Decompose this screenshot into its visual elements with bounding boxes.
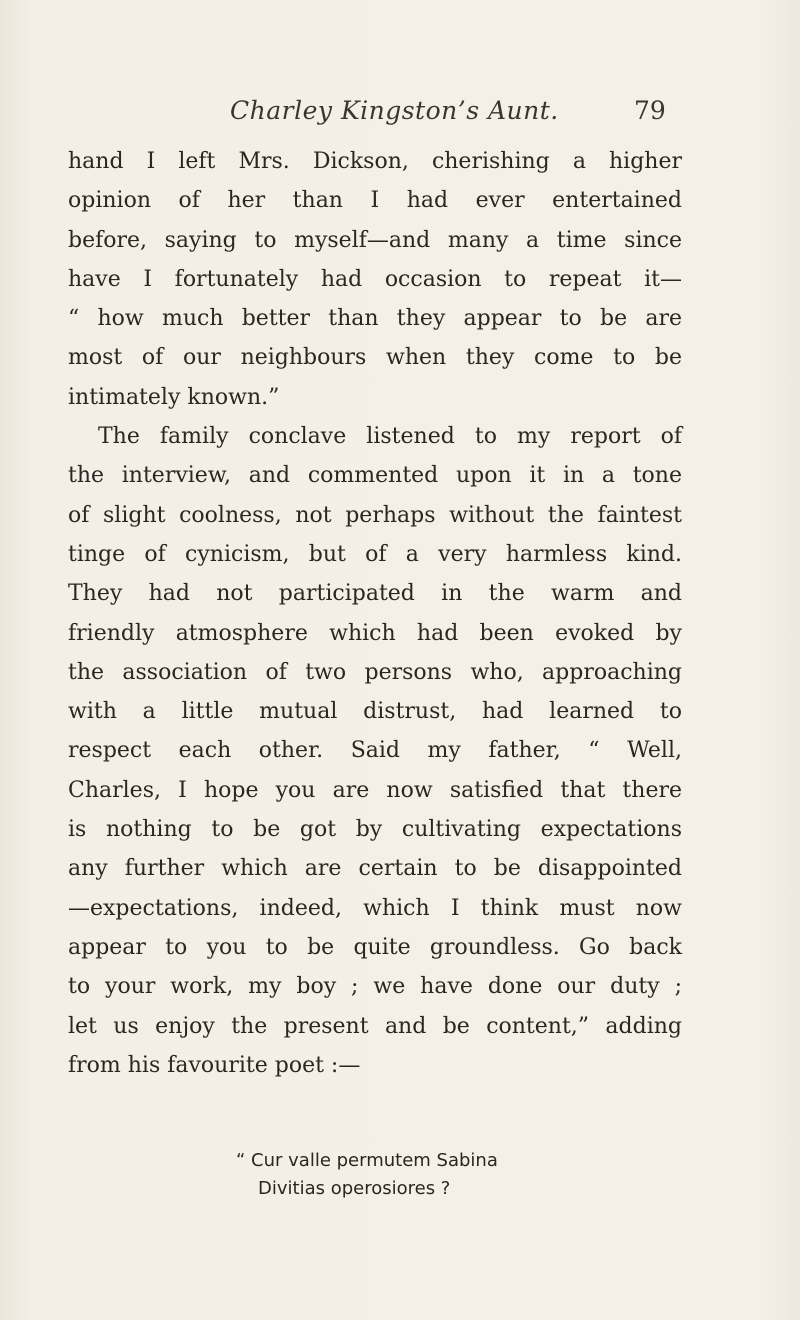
running-head-title: Charley Kingston’s Aunt. <box>230 96 559 125</box>
text-line: The family conclave listened to my report of <box>98 424 682 450</box>
verse-line: Divitias operosiores ? <box>258 1178 451 1199</box>
text-line: any further which are certain to be disappointed <box>68 856 682 882</box>
text-line: have I fortunately had occasion to repeat it— <box>68 266 682 292</box>
text-line: the interview, and commented upon it in a tone <box>68 463 682 489</box>
body-text <box>68 142 682 1085</box>
running-head <box>0 96 800 136</box>
text-line: They had not participated in the warm and <box>68 581 682 607</box>
text-line: friendly atmosphere which had been evoked by <box>68 620 682 646</box>
verse-line: “ Cur valle permutem Sabina <box>236 1150 498 1171</box>
text-line: opinion of her than I had ever entertained <box>68 188 682 214</box>
text-line: respect each other. Said my father, “ Well, <box>68 738 682 764</box>
text-line: intimately known.” <box>68 384 280 410</box>
text-line: to your work, my boy ; we have done our duty ; <box>68 974 682 1000</box>
text-line: —expectations, indeed, which I think must now <box>68 895 682 921</box>
text-line: tinge of cynicism, but of a very harmless kind. <box>68 541 682 567</box>
text-line: the association of two persons who, approaching <box>68 659 682 685</box>
text-line: before, saying to myself—and many a time since <box>68 227 682 253</box>
text-line: most of our neighbours when they come to be <box>68 345 682 371</box>
text-line: with a little mutual distrust, had learned to <box>68 699 682 725</box>
text-line: “ how much better than they appear to be are <box>68 306 682 332</box>
page-number: 79 <box>634 96 666 125</box>
text-line: let us enjoy the present and be content,” adding <box>68 1013 682 1039</box>
text-line: from his favourite poet :— <box>68 1052 361 1078</box>
text-line: hand I left Mrs. Dickson, cherishing a higher <box>68 149 682 174</box>
text-line: of slight coolness, not perhaps without the faintest <box>68 502 682 528</box>
text-line: appear to you to be quite groundless. Go back <box>68 934 682 960</box>
text-line: Charles, I hope you are now satisfied that there <box>68 777 682 803</box>
text-line: is nothing to be got by cultivating expectations <box>68 817 682 843</box>
